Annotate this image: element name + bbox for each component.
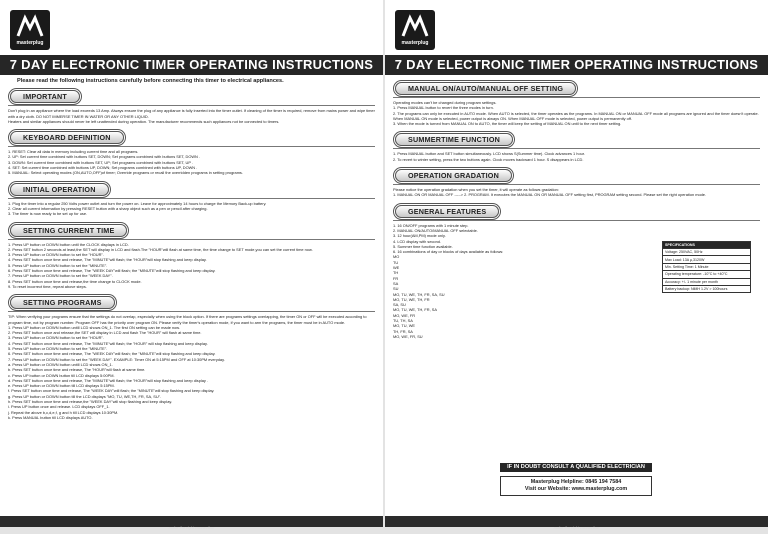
spec-row: Voltage: 250VAC, 50Hz — [663, 248, 750, 255]
footer-tagline: make the right connection — [168, 525, 215, 530]
instruction-line: Please notice the operation gradation when you set the timer, it will operate as follows gradation: — [393, 187, 559, 193]
instruction-line: 2. Press SET button once and release,the SET will display in LCD and flash The "HOUR" will flash at same time. — [8, 330, 202, 336]
instruction-line: 1. Press UP button or DOWN button until the CLOCK displays in LCD. — [8, 241, 129, 247]
right-page — [385, 0, 768, 530]
specifications-title: SPECIFICATIONS — [663, 242, 750, 248]
instruction-line: 1. Plug the timer into a regular 250 Volts power outlet and turn the power on. Leave for approximately 14 hours to charge the Memory Back-up battery. — [8, 200, 267, 206]
instruction-line: 3. When the mode is turned from MANUAL ON to AUTO, the timer will keep the setting of MANUAL ON until to the next timer setting. — [393, 121, 622, 127]
instruction-line: a. Press UP button or DOWN button untill LCD shows ON_1. — [8, 361, 113, 367]
instruction-line: 1. Press MANUAL button and SET button simultaneously. LCD shows S(Summer time). Clock advances 1 hour. — [393, 151, 585, 157]
instruction-line: 3. Press UP button or DOWN button to set the "HOUR". — [8, 252, 104, 258]
spec-row: Min. Setting Time: 1 Minute — [663, 263, 750, 270]
instruction-line: e. Press UP button or DOWN button till LCD displays 5:15PM. — [8, 383, 115, 389]
instruction-line: f. Press SET button once time and release, The "WEEK DAY"will flash; the "MINUTE"will stop flashing and keep display. — [8, 388, 215, 394]
section-heading: OPERATION GRADATION — [395, 169, 512, 182]
masterplug-logo — [10, 10, 50, 50]
instruction-line: Don't plug in an appliance where the load exceeds 13 Amp. Always ensure the plug of any appliance is fully inserted into the timer outlet. If cleaning of the timer is required, remove from mains power and wipe timer with a dry cloth. DO NOT IMMERSE TIMER IN WATER OR ANY OTHER LIQUID. — [8, 108, 375, 119]
instruction-line: 3. Press UP button or DOWN button to set the "HOUR". — [8, 335, 104, 341]
section-heading: SETTING PROGRAMS — [10, 296, 115, 309]
section-body — [393, 184, 760, 198]
instruction-line: 3. DOWN: Set current time combined with buttons SET, UP; Set programs combined with buttons SET, UP . — [8, 159, 194, 165]
instruction-line: SA — [393, 280, 399, 286]
page-title: 7 DAY ELECTRONIC TIMER OPERATING INSTRUCTIONS — [385, 55, 768, 75]
section-initial-operation — [8, 181, 375, 217]
instruction-line: MO, WE, FR, SU — [393, 333, 423, 339]
electrician-notice: IF IN DOUBT CONSULT A QUALIFIED ELECTRICIAN — [500, 463, 652, 472]
intro-text: Please read the following instructions carefully before connecting this timer to electrical appliances. — [17, 78, 284, 84]
spec-row: Operating temperature: -10°C to +40°C — [663, 270, 750, 277]
instruction-line: 2. To revert to winter setting, press the two buttons again. Clock moves backward 1 hour. S disappears in LCD. — [393, 156, 584, 162]
specifications-table — [662, 241, 751, 293]
instruction-line: 5. Press UP button or DOWN button to set the "MINUTE". — [8, 346, 108, 352]
left-page — [0, 0, 383, 530]
instruction-line: 3. 12 hour(AM,PM) mode only. — [393, 233, 446, 239]
instruction-line: WE — [393, 265, 400, 271]
instruction-line: 1. MANUAL ON OR MANUAL OFF -----> 2. PROGRAM. It executes the MANUAL ON OR MANUAL OFF setting first, PROGRAM setting second. Please set the right operation mode. — [393, 192, 707, 198]
logo-text: masterplug — [16, 40, 44, 46]
instruction-line: 5. MANUAL: Select operating modes (ON,AUTO,OFF)of timer; Override programs or recall the overridden programs in setting programs. — [8, 170, 243, 176]
section-heading: MANUAL ON/AUTO/MANUAL OFF SETTING — [395, 82, 576, 95]
instruction-line: c. Press UP button or DOWN button till LCD displays 5:00PM. — [8, 372, 115, 378]
instruction-line: MO, TU, WE — [393, 323, 415, 329]
section-important — [8, 88, 375, 124]
instruction-line: j. Repeat the above b,c,d,e,f, g and h till LCD displays 10:30PM. — [8, 409, 119, 415]
section-setting-current-time — [8, 222, 375, 290]
section-body — [393, 97, 760, 126]
instruction-line: FR — [393, 275, 399, 281]
instruction-line: g. Press UP button or DOWN button till the LCD displays "MO, TU, WE,TH, FR, SA, SU". — [8, 393, 162, 399]
instruction-line: b. Press SET button once time and release, The "HOUR"will flash at same time. — [8, 367, 146, 373]
instruction-line: 4. Press SET button once time and release, The "MINUTE"will flash; the "HOUR"will stop flashing and keep display. — [8, 257, 207, 263]
spec-row: Battery backup: NiMH 1.2V > 100hours — [663, 285, 750, 292]
section-heading: INITIAL OPERATION — [10, 183, 109, 196]
section-operation-gradation — [393, 167, 760, 198]
instruction-line: SU — [393, 286, 399, 292]
section-keyboard-definition — [8, 129, 375, 175]
instruction-line: MO, TU, WE, TH, FR — [393, 296, 430, 302]
instruction-line: TU, TH, SA — [393, 318, 413, 324]
footer-bar — [0, 516, 383, 530]
section-manual-on-auto-manual-off-setting — [393, 80, 760, 126]
instruction-line: 3. The timer is now ready to be set up for use. — [8, 211, 88, 217]
footer-tagline: make the right connection — [553, 525, 600, 530]
notice-block — [500, 463, 652, 496]
instruction-line: h. Press SET button once time and release,the "WEEK DAY"will stop flashing and keep display. — [8, 398, 173, 404]
section-heading: KEYBOARD DEFINITION — [10, 131, 124, 144]
right-content — [393, 80, 760, 344]
instruction-line: 7. Press UP button or DOWN button to set the "WEEK DAY". EXAMPLE: Timer ON at 5:15PM and OFF at 10:30PM everyday. — [8, 356, 225, 362]
section-heading: GENERAL FEATURES — [395, 205, 499, 218]
instruction-line: SA, SU — [393, 302, 406, 308]
specifications-rows — [663, 248, 750, 292]
section-body — [393, 148, 760, 162]
masterplug-logo — [395, 10, 435, 50]
left-content — [8, 78, 375, 425]
instruction-line: Heaters and similar appliances should never be left unattended during operation. The manufacturer recommends such appliances not be connected to timers. — [8, 118, 280, 124]
instruction-line: MO, WE, FR — [393, 312, 416, 318]
instruction-line: 8. Press SET button once time and release,the time change to CLOCK mode. — [8, 278, 142, 284]
instruction-line: 6. Press SET button once time and release, The "WEEK DAY"will flash; the "MINUTE"will stop flashing and keep display. — [8, 351, 216, 357]
instruction-line: 4. LCD display with second. — [393, 238, 442, 244]
instruction-line: MO, TU, WE, TH, FR, SA, SU — [393, 291, 445, 297]
contact-box — [500, 476, 652, 496]
instruction-line: 9. To reset incorrect time, repeat above steps. — [8, 283, 87, 289]
instruction-line: 2. The programs can only be executed in AUTO mode. When AUTO is selected, the timer operates as the programs. In MANUAL ON or MANUAL OFF mode all programs are ignored and the timer doesn't operate. When MANUAL ON mode is selected, power output is always ON. When MANUAL OFF mode is selected, power output is permanently off. — [393, 110, 759, 121]
instruction-line: TH, FR, SA — [393, 328, 413, 334]
instruction-line: 5. Summer time function available. — [393, 243, 453, 249]
instruction-line: 4. Press SET button once time and release, The "MINUTE"will flash; the "HOUR" will stop flashing and keep display. — [8, 340, 208, 346]
instruction-line: 2. Press SET button 2 seconds at least,the SET will display in LCD and flash.The "HOUR"will flash at same time, the time change to SET mode,you can set the current time now. — [8, 246, 313, 252]
instruction-line: 1. Press UP button or DOWN button untill LCD shows ON_1. The first ON setting can be made now. — [8, 324, 180, 330]
spec-row: Accuracy: +/- 1 minute per month — [663, 278, 750, 285]
section-heading: IMPORTANT — [10, 90, 80, 103]
left-sections — [8, 88, 375, 420]
instruction-line: 1. RESET: Clear all data in memory including current time and all programs. — [8, 149, 139, 155]
section-body — [8, 105, 375, 124]
instruction-line: 7. Press UP button or DOWN button to set the "WEEK DAY". — [8, 273, 113, 279]
instruction-line: MO, TU, WE, TH, FR, SA — [393, 307, 437, 313]
instruction-line: 2. MANUAL ON/AUTO/MANUAL OFF selectable. — [393, 227, 478, 233]
instruction-line: 6. 16 combinations of day or blocks of days available as follows: — [393, 249, 504, 255]
section-heading: SUMMERTIME FUNCTION — [395, 133, 513, 146]
instruction-line: 2. UP: Set current time combined with buttons SET, DOWN; Set programs combined with buttons SET, DOWN . — [8, 154, 201, 160]
instruction-line: 1. Press MANUAL button to revert the three modes in turn. — [393, 105, 494, 111]
instruction-line: i. Press UP button once and release. LCD displays OFF_1. — [8, 404, 110, 410]
logo-mark-icon — [16, 14, 44, 38]
instruction-line: 2. Clear all current information by pressing RESET button with a sharp object such as a pen or pencil after charging. — [8, 205, 208, 211]
section-body — [8, 146, 375, 175]
section-body — [8, 311, 375, 420]
logo-text: masterplug — [401, 40, 429, 46]
section-body — [8, 239, 375, 290]
instruction-line: 5. Press UP button or DOWN button to set the "MINUTE". — [8, 262, 108, 268]
instruction-line: d. Press SET button once time and release, The "MINUTE"will flash; the "HOUR"will stop flashing and keep display . — [8, 377, 209, 383]
right-sections — [393, 80, 760, 339]
section-setting-programs — [8, 294, 375, 420]
instruction-line: 6. Press SET button once time and release, The "WEEK DAY"will flash; the "MINUTE"will stop flashing and keep display. — [8, 268, 216, 274]
spec-row: Max Load: 13A μ,3120W — [663, 255, 750, 262]
website-text: Visit our Website: www.masterplug.com — [524, 486, 628, 492]
instruction-line: TIP: When verifying your programs ensure that the settings do not overlap, especially when using the block option. If there are programs settings overlapping, the timer ON or OFF will be executed according to program time, not by program number. Program OFF has the priority over program ON. Please verify the timer's operation mode, if you want to arm the programs, the timer must be in AUTO mode. — [8, 314, 367, 325]
instruction-line: k. Press MANUAL button till LCD displays AUTO. — [8, 414, 93, 420]
page-title: 7 DAY ELECTRONIC TIMER OPERATING INSTRUCTIONS — [0, 55, 383, 75]
instruction-line: TH — [393, 270, 399, 276]
instruction-line: Operating modes can't be changed during program settings. — [393, 100, 497, 105]
footer-bar — [385, 516, 768, 530]
section-summertime-function — [393, 131, 760, 162]
helpline-text: Masterplug Helpline: 0845 194 7584 — [530, 479, 622, 485]
instruction-line: 1. 16 ON/OFF programs with 1 minute step. — [393, 222, 469, 228]
instruction-line: MO — [393, 254, 400, 260]
instruction-line: 4. SET: Set current time combined with buttons UP, DOWN; Set programs combined with buttons UP, DOWN . — [8, 165, 198, 171]
section-heading: SETTING CURRENT TIME — [10, 224, 127, 237]
instruction-line: TU — [393, 259, 399, 265]
section-body — [8, 198, 375, 217]
logo-mark-icon — [401, 14, 429, 38]
